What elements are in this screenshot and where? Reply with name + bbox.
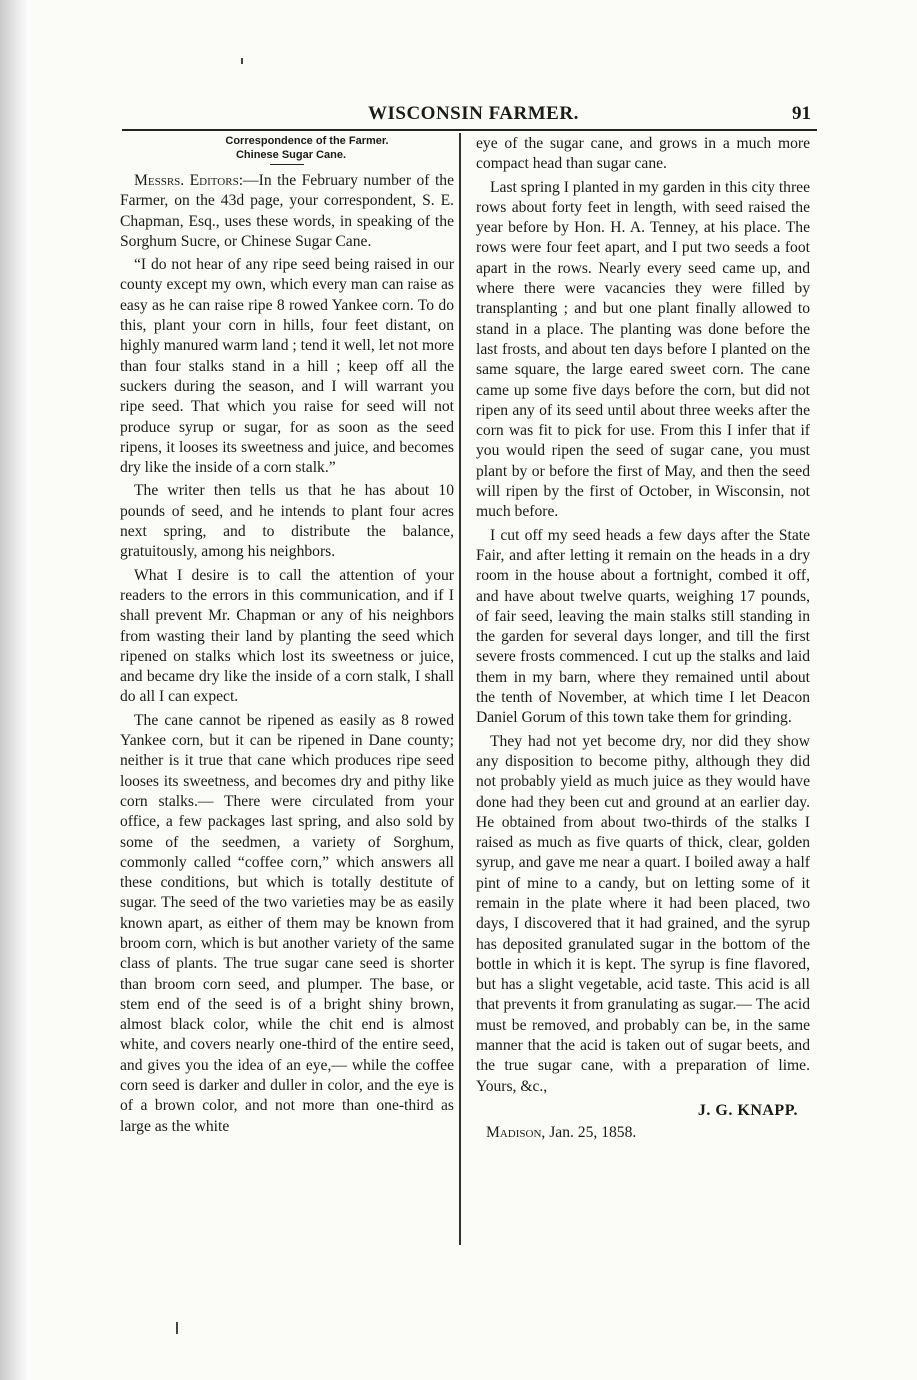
running-head-title: WISCONSIN FARMER.	[368, 103, 579, 124]
page-number: 91	[792, 103, 811, 124]
paragraph	[120, 171, 454, 252]
left-column	[120, 134, 454, 1140]
paragraph: “I do not hear of any ripe seed being raised in our county except my own, which every man can raise as easy as he can raise ripe 8 rowed Yankee corn. To do this, plant your corn in hills, four feet distant, on highly manured warm land ; tend it well, let not more than four stalks stand in a hill ; keep off all the suckers during the season, and I will warrant you ripe seed. That which you raise for seed will not produce syrup or sugar, for as soon as the seed ripens, it looses its sweetness and juice, and becomes dry like the inside of a corn stalk.”	[120, 256, 454, 477]
paragraph-text: :—In the February number of the Farmer, on the 43d page, your correspondent, S. E. Chapman, Esq., uses these words, in speaking of the Sorghum Sucre, or Chinese Sugar Cane.	[120, 172, 454, 250]
right-column	[476, 134, 810, 1144]
title-rule	[270, 164, 304, 165]
document-page	[30, 0, 917, 1380]
signature: J. G. KNAPP.	[697, 1101, 798, 1119]
dateline-date: , Jan. 25, 1858.	[541, 1123, 637, 1141]
ink-speck	[241, 58, 243, 64]
column-divider	[459, 133, 461, 1245]
dateline	[486, 1122, 810, 1144]
paragraph: Last spring I planted in my garden in this city three rows about forty feet in length, with seed raised the year before by Hon. H. A. Tenney, at his place. The rows were four feet apart, and I put two seeds a foot apart in the rows. Nearly every seed came up, and where there were vacancies they were filled by transplanting ; and but one plant finally allowed to stand in a place. The planting was done before the last frosts, and about ten days before I planted on the same square, the large eared sweet corn. The cane came up some five days before the corn, but did not ripen any of its seed until about three weeks after the corn was fit to pick for use. From this I infer that if you would ripen the seed of sugar cane, you must plant by or before the first of May, and then the seed will ripen by the first of October, in Wisconsin, not much before.	[476, 178, 810, 521]
paragraph: They had not yet become dry, nor did they show any disposition to become pithy, although they did not probably yield as much juice as they would have done had they been cut and ground at an earlier day. He obtained from about two-thirds of the stalks I raised as much as five quarts of thick, clear, golden syrup, and gave me near a quart. I boiled away a half pint of mine to a candy, but on letting some of it remain in the plate where it had been placed, two days, I discovered that it had grained, and the syrup has deposited granulated sugar in the bottom of the bottle in which it is kept. The syrup is fine flavored, but has a slight vegetable, acid taste. This acid is all that prevents it from granulating as sugar.— The acid must be removed, and probably can be, in the same manner that the acid is taken out of sugar beets, and the true sugar cane, with a preparation of lime. Yours, &c.,	[476, 732, 810, 1095]
header-rule	[122, 129, 817, 131]
paragraph: The writer then tells us that he has about 10 pounds of seed, and he intends to plant four acres next spring, and to distribute the balance, gratuitously, among his neighbors.	[120, 482, 454, 561]
paragraph: What I desire is to call the attention of your readers to the errors in this communication, and if I shall prevent Mr. Chapman or any of his neighbors from wasting their land by planting the seed which ripened on stalks which lost its sweetness or juice, and became dry like the inside of a corn stalk, I shall do all I can expect.	[120, 566, 454, 706]
page-gutter-shadow	[0, 0, 30, 1380]
ink-speck	[176, 1322, 178, 1334]
article-title: Chinese Sugar Cane.	[235, 149, 347, 161]
department-heading: Correspondence of the Farmer.	[225, 135, 389, 147]
salutation: Messrs. Editors	[134, 172, 239, 189]
dateline-place: Madison	[486, 1123, 542, 1141]
paragraph: I cut off my seed heads a few days after the State Fair, and after letting it remain on the heads in a dry room in the house about a fortnight, combed it off, and have about twelve quarts, weighing 17 pounds, of fair seed, leaving the main stalks still standing in the garden for several days longer, and till the first severe frosts commenced. I cut up the stalks and laid them in my barn, where they remained until about the tenth of November, at which time I let Deacon Daniel Gorum of this town take them for grinding.	[476, 526, 810, 727]
paragraph: The cane cannot be ripened as easily as 8 rowed Yankee corn, but it can be ripened in Dane county; neither is it true that cane which produces ripe seed looses its sweetness, and becomes dry and pithy like corn stalks.— There were circulated from your office, a few packages last spring, and also sold by some of the seedmen, a variety of Sorghum, commonly called “coffee corn,” which answers all these conditions, but which is totally destitute of sugar. The seed of the two varieties may be as easily known apart, as either of them may be known from broom corn, which is but another variety of the same class of plants. The true sugar cane seed is shorter than broom corn seed, and plumper. The base, or stem end of the seed is of a bright shiny brown, almost black color, while the chit end is almost white, and covers nearly one-third of the entire seed, and gives you the idea of an eye,— while the coffee corn seed is darker and duller in color, and the eye is of a brown color, and not more than one-third as large as the white	[120, 711, 454, 1135]
paragraph: eye of the sugar cane, and grows in a much more compact head than sugar cane.	[476, 135, 810, 173]
